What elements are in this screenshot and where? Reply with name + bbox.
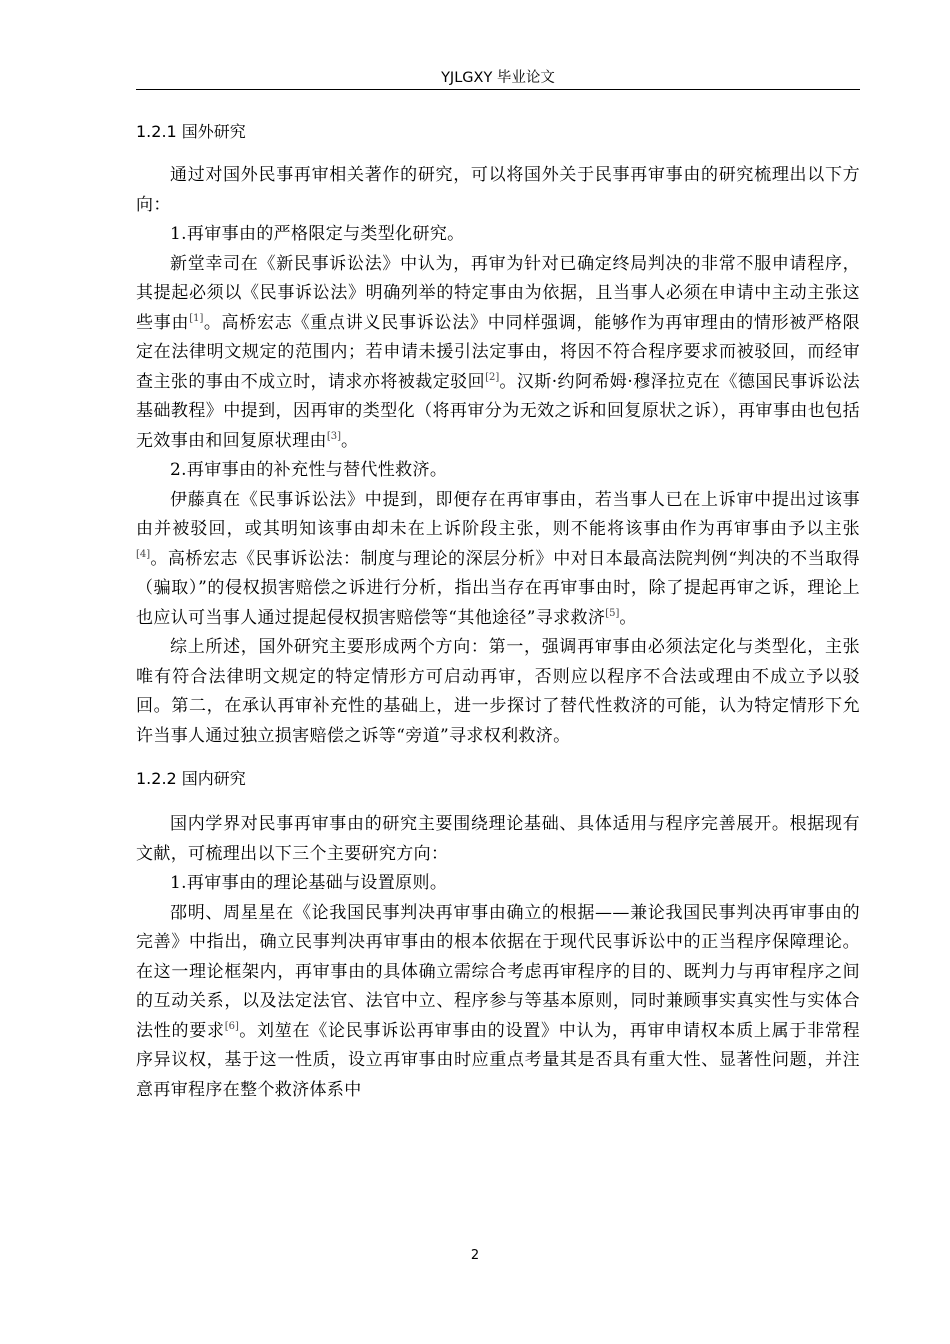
list-item-foreign-1: 1.再审事由的严格限定与类型化研究。	[170, 224, 465, 244]
text-run: 伊藤真在《民事诉讼法》中提到，即便存在再审事由，若当事人已在上诉审中提出过该事由并被驳回，或其明知该事由却未在上诉阶段主张，则不能将该事由作为再审事由予以主张	[136, 489, 860, 539]
page-body	[136, 118, 860, 1105]
text-run: 。	[619, 607, 637, 628]
list-item-domestic-1: 1.再审事由的理论基础与设置原则。	[170, 873, 448, 893]
citation-2: [2]	[485, 371, 500, 383]
citation-3: [3]	[326, 430, 342, 442]
text-run: 邵明、周星星在《论我国民事判决再审事由确立的根据——兼论我国民事判决再审事由的完善》中指出，确立民事判决再审事由的根本依据在于现代民事诉讼中的正当程序保障理论。在这一理论框架内，再审事由的具体确立需综合考虑再审程序的目的、既判力与再审程序之间的互动关系，以及法定法官、法官中立、程序参与等基本原则，同时兼顾事实真实性与实体合法性的要求	[136, 902, 860, 1041]
citation-4: [4]	[136, 548, 151, 560]
citation-6: [6]	[224, 1020, 239, 1032]
paragraph-foreign-1	[136, 250, 860, 457]
paragraph-domestic-1	[136, 899, 860, 1106]
page-number: 2	[470, 1248, 480, 1263]
section-heading-domestic: 1.2.2 国内研究	[136, 769, 246, 788]
text-run: 新堂幸司在《新民事诉讼法》中认为，再审为针对已确定终局判决的非常不服申请程序，其提起必须以《民事诉讼法》明确列举的特定事由为依据，且当事人必须在申请中主动主张这些事由	[136, 253, 860, 333]
paragraph-foreign-summary: 综上所述，国外研究主要形成两个方向：第一，强调再审事由必须法定化与类型化，主张唯有符合法律明文规定的特定情形方可启动再审，否则应以程序不合法或理由不成立予以驳回。第二，在承认再审补充性的基础上，进一步探讨了替代性救济的可能，认为特定情形下允许当事人通过独立损害赔偿之诉等“旁道”寻求权利救济。	[136, 637, 860, 746]
header-divider	[136, 89, 860, 90]
citation-5: [5]	[605, 607, 620, 619]
section-heading-foreign: 1.2.1 国外研究	[136, 122, 246, 141]
paragraph-domestic-intro: 国内学界对民事再审事由的研究主要围绕理论基础、具体适用与程序完善展开。根据现有文献，可梳理出以下三个主要研究方向：	[136, 814, 860, 864]
text-run: 。刘堃在《论民事诉讼再审事由的设置》中认为，再审申请权本质上属于非常程序异议权，基于这一性质，设立再审事由时应重点考量其是否具有重大性、显著性问题，并注意再审程序在整个救济体系中	[136, 1020, 861, 1100]
citation-1: [1]	[189, 312, 204, 324]
list-item-foreign-2: 2.再审事由的补充性与替代性救济。	[170, 460, 448, 480]
text-run: 。高桥宏志《重点讲义民事诉讼法》中同样强调，能够作为再审理由的情形被严格限定在法律明文规定的范围内；若申请未援引法定事由，将因不符合程序要求而被驳回，而经审查主张的事由不成立时，请求亦将被裁定驳回	[136, 312, 860, 392]
text-run: 。	[341, 430, 359, 451]
paragraph-foreign-2	[136, 486, 860, 634]
page-header: YJLGXY 毕业论文	[441, 70, 555, 86]
text-run: 。高桥宏志《民事诉讼法：制度与理论的深层分析》中对日本最高法院判例“判决的不当取得（骗取）”的侵权损害赔偿之诉进行分析，指出当存在再审事由时，除了提起再审之诉，理论上也应认可当事人通过提起侵权损害赔偿等“其他途径”寻求救济	[136, 548, 860, 628]
paragraph-foreign-intro: 通过对国外民事再审相关著作的研究，可以将国外关于民事再审事由的研究梳理出以下方向：	[136, 165, 860, 215]
text-run: 。汉斯·约阿希姆·穆泽拉克在《德国民事诉讼法基础教程》中提到，因再审的类型化（将再审分为无效之诉和回复原状之诉），再审事由也包括无效事由和回复原状理由	[136, 371, 860, 451]
